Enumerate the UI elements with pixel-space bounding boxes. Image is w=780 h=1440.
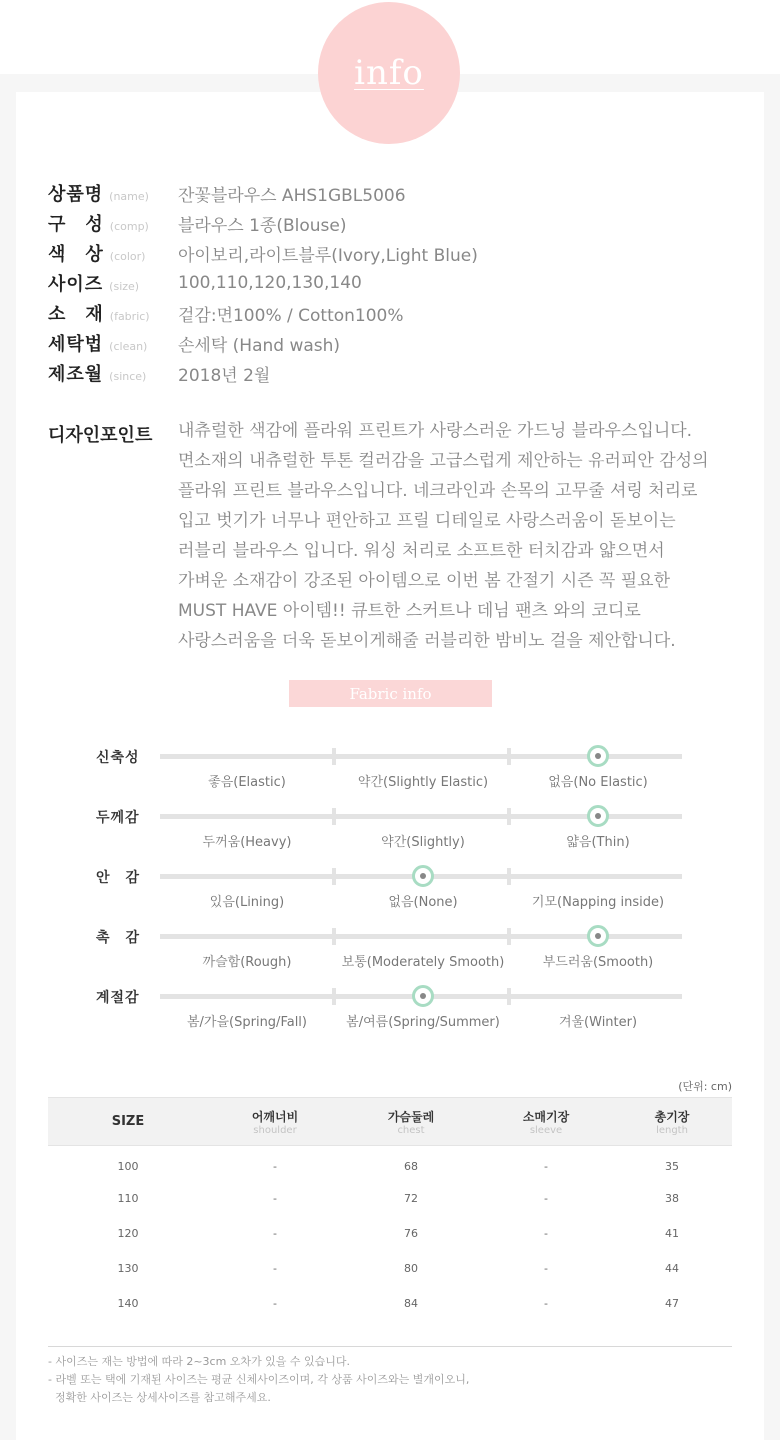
fabric-scale-option: 얇음(Thin) [566,835,630,850]
fabric-info-banner [289,680,492,707]
fabric-scale-option: 두꺼움(Heavy) [202,835,292,850]
info-row-color [48,238,478,268]
info-label-en: (name) [109,190,149,203]
table-cell: - [544,1296,548,1310]
design-point-section [48,416,758,656]
header-en: chest [397,1124,425,1136]
design-point-line: 플라워 프린트 블라우스입니다. 네크라인과 손목의 고무줄 셔링 처리로 [178,481,698,501]
fabric-scale-tick [507,868,511,885]
size-table-header [480,1098,612,1146]
fabric-scale-marker [587,745,609,767]
table-cell: - [273,1191,277,1205]
table-cell: 35 [665,1159,679,1173]
table-cell: 110 [117,1191,139,1205]
info-label-en: (since) [109,370,147,383]
fabric-scale-option: 좋음(Elastic) [208,775,286,790]
table-cell: 76 [404,1226,418,1240]
table-cell: - [273,1226,277,1240]
fabric-scale-option: 봄/가을(Spring/Fall) [186,1015,307,1030]
info-row-since [48,358,478,388]
info-row-name [48,178,478,208]
fabric-scale-marker [587,805,609,827]
header-ko: 총기장 [654,1109,690,1124]
design-point-text [178,416,758,656]
info-label [48,210,178,236]
header-ko: 가슴둘레 [387,1109,435,1124]
info-label [48,240,178,266]
size-table-header [342,1098,480,1146]
size-table-header [208,1098,342,1146]
header-en: shoulder [253,1124,297,1136]
table-cell: - [544,1261,548,1275]
table-cell: 130 [117,1261,139,1275]
table-cell: - [273,1159,277,1173]
table-cell: 100 [117,1159,139,1173]
fabric-scale-option: 보통(Moderately Smooth) [341,955,505,970]
info-row-fabric [48,298,478,328]
info-value-color: 아이보리,라이트블루(Ivory,Light Blue) [178,245,478,266]
table-cell: 120 [117,1226,139,1240]
info-label-en: (clean) [109,340,148,353]
fabric-scale-tick [332,868,336,885]
fabric-scale-option: 겨울(Winter) [558,1015,638,1030]
fabric-scale-tick [507,808,511,825]
fabric-scale-label: 계절감 [96,990,140,1006]
info-badge-text: info [354,53,424,93]
table-cell: - [273,1261,277,1275]
table-cell: - [273,1296,277,1310]
header-en: length [656,1124,688,1136]
info-label-ko: 세탁법 [48,334,104,355]
info-value-name: 잔꽃블라우스 AHS1GBL5006 [178,185,406,206]
fabric-scale [0,980,780,1040]
size-table-header [48,1098,208,1146]
fabric-scale-marker [412,865,434,887]
design-point-line: 면소재의 내츄럴한 투톤 컬러감을 고급스럽게 제안하는 유러피안 감성의 [178,451,709,471]
fabric-scale-option: 없음(None) [388,895,458,910]
fabric-scale-tick [332,928,336,945]
table-cell: 44 [665,1261,679,1275]
info-label-ko: 사이즈 [48,274,104,295]
fabric-scale [0,740,780,800]
fabric-scale-option: 있음(Lining) [209,895,285,910]
table-cell: 68 [404,1159,418,1173]
fabric-scale-label: 신축성 [96,750,140,766]
table-cell: - [544,1159,548,1173]
size-unit: (단위: cm) [678,1080,732,1093]
design-point-line: 입고 벗기가 너무나 편안하고 프릴 디테일로 사랑스러움이 돋보이는 [178,511,676,531]
info-label [48,270,178,296]
fabric-scale-label: 촉 감 [96,930,141,946]
fabric-scale-tick [507,748,511,765]
fabric-scale-tick [332,988,336,1005]
table-row [48,1286,732,1321]
fabric-scale-option: 약간(Slightly Elastic) [357,775,489,790]
table-row [48,1216,732,1251]
info-badge [318,2,460,144]
info-label-en: (fabric) [109,310,150,323]
info-label [48,360,178,386]
table-row [48,1181,732,1216]
size-note: 정확한 사이즈는 상세사이즈를 참고해주세요. [48,1391,271,1404]
fabric-scale [0,860,780,920]
header-ko: 소매기장 [522,1109,570,1124]
info-value-clean: 손세탁 (Hand wash) [178,335,341,356]
fabric-info-banner-text: Fabric info [349,684,432,703]
fabric-scale-option: 기모(Napping inside) [531,895,665,910]
fabric-scale-option: 부드러움(Smooth) [542,955,654,970]
design-point-line: 내츄럴한 색감에 플라워 프린트가 사랑스러운 가드닝 블라우스입니다. [178,421,693,441]
header-en: sleeve [529,1124,563,1136]
fabric-scale-tick [332,748,336,765]
table-cell: 41 [665,1226,679,1240]
info-label [48,300,178,326]
size-note: - 라벨 또는 택에 기재된 사이즈는 평균 신체사이즈이며, 각 상품 사이즈와는 별개이오니, [48,1373,470,1386]
info-label-ko: 색 상 [48,244,104,265]
info-label-ko: 소 재 [48,304,104,325]
size-note: - 사이즈는 재는 방법에 따라 2~3cm 오차가 있을 수 있습니다. [48,1355,351,1368]
table-cell: - [544,1226,548,1240]
fabric-scale-tick [332,808,336,825]
size-notes [48,1353,469,1407]
info-value-comp: 블라우스 1종(Blouse) [178,215,347,236]
design-point-label: 디자인포인트 [48,425,153,446]
fabric-scale-marker [412,985,434,1007]
fabric-scale-tick [507,928,511,945]
info-value-size: 100,110,120,130,140 [178,273,362,293]
header-ko: SIZE [111,1114,145,1129]
info-row-clean [48,328,478,358]
fabric-scale-label: 안 감 [96,870,141,886]
table-cell: - [544,1191,548,1205]
table-cell: 84 [404,1296,418,1310]
design-point-line: MUST HAVE 아이템!! 큐트한 스커트나 데님 팬츠 와의 코디로 [178,601,641,621]
size-table [48,1097,732,1321]
fabric-scale [0,920,780,980]
table-cell: 72 [404,1191,418,1205]
info-row-size [48,268,478,298]
fabric-scale-tick [507,988,511,1005]
info-label-en: (size) [109,280,140,293]
info-label [48,180,178,206]
info-label-en: (comp) [109,220,149,233]
info-value-fabric: 겉감:면100% / Cotton100% [178,305,404,326]
info-label-en: (color) [109,250,146,263]
fabric-scale-label: 두께감 [96,810,140,826]
fabric-scale-option: 약간(Slightly) [381,835,465,850]
design-point-line: 가벼운 소재감이 강조된 아이템으로 이번 봄 간절기 시즌 꼭 필요한 [178,571,671,591]
info-label-ko: 제조월 [48,364,104,385]
table-row [48,1146,732,1181]
table-row [48,1251,732,1286]
fabric-scale-option: 봄/여름(Spring/Summer) [346,1015,500,1030]
design-point-line: 사랑스러움을 더욱 돋보이게해줄 러블리한 밤비노 걸을 제안합니다. [178,631,676,651]
fabric-scale-marker [587,925,609,947]
size-table-header-row [48,1098,732,1146]
info-row-comp [48,208,478,238]
product-info-list [48,178,478,388]
header-ko: 어깨너비 [251,1109,299,1124]
info-label [48,330,178,356]
table-cell: 140 [117,1296,139,1310]
table-cell: 38 [665,1191,679,1205]
info-label-ko: 구 성 [48,214,104,235]
fabric-scale-option: 없음(No Elastic) [548,775,648,790]
fabric-scale [0,800,780,860]
info-label-ko: 상품명 [48,184,104,205]
fabric-scale-option: 까슬함(Rough) [202,955,292,970]
table-cell: 80 [404,1261,418,1275]
notes-divider [48,1346,732,1347]
table-cell: 47 [665,1296,679,1310]
size-table-header [612,1098,732,1146]
info-value-since: 2018년 2월 [178,365,271,386]
design-point-line: 러블리 블라우스 입니다. 워싱 처리로 소프트한 터치감과 얇으면서 [178,541,665,561]
